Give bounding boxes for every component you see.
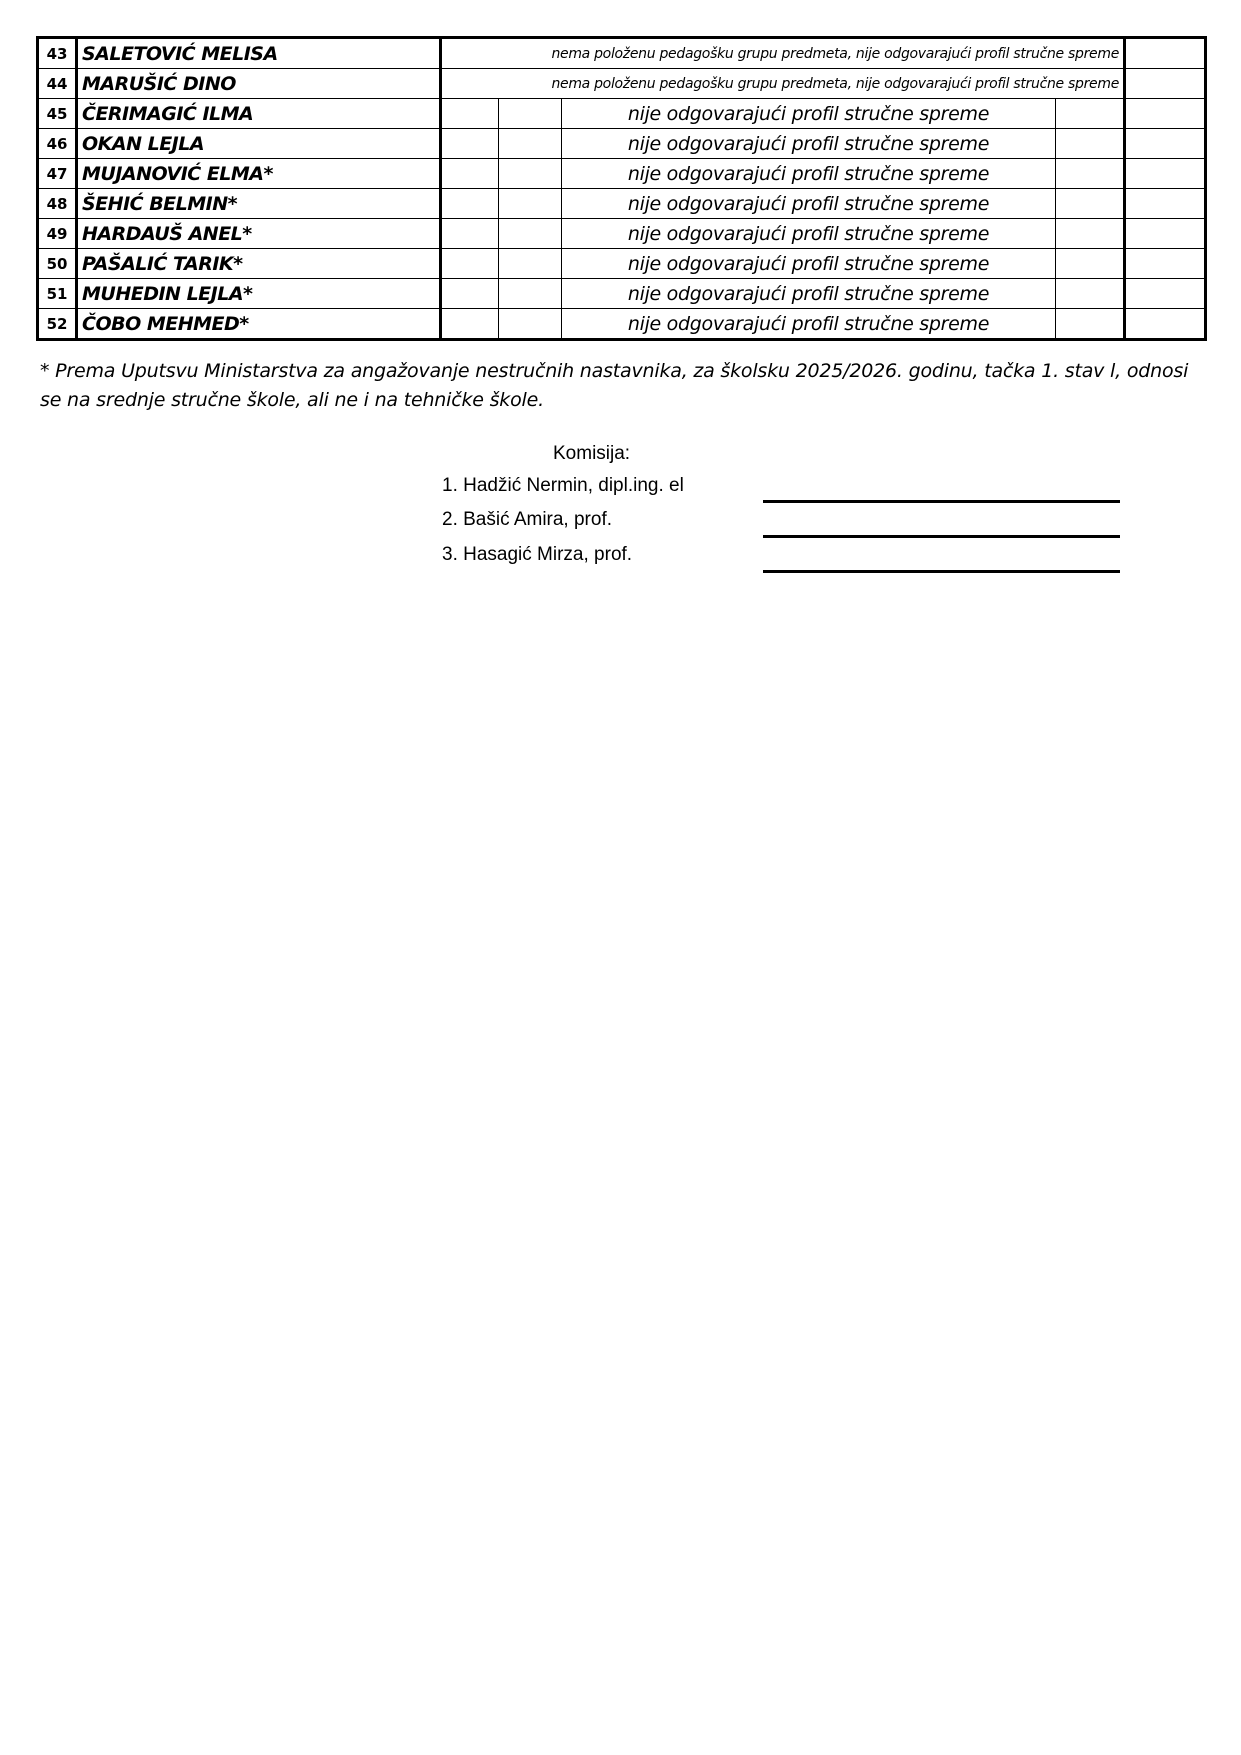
candidate-name: OKAN LEJLA	[77, 129, 441, 159]
row-number: 49	[38, 219, 77, 249]
commission-member: 1. Hadžić Nermin, dipl.ing. el	[442, 475, 684, 496]
row-number: 45	[38, 99, 77, 129]
row-number: 46	[38, 129, 77, 159]
rejection-reason: nije odgovarajući profil stručne spreme	[562, 159, 1056, 189]
row-number: 43	[38, 38, 77, 69]
row-number: 47	[38, 159, 77, 189]
commission-member: 2. Bašić Amira, prof.	[442, 509, 613, 530]
rejection-reason: nije odgovarajući profil stručne spreme	[562, 99, 1056, 129]
candidate-name: MUHEDIN LEJLA*	[77, 279, 441, 309]
commission-member: 3. Hasagić Mirza, prof.	[442, 544, 633, 565]
candidate-name: PAŠALIĆ TARIK*	[77, 249, 441, 279]
rejection-reason: nije odgovarajući profil stručne spreme	[562, 219, 1056, 249]
signature-line	[763, 535, 1120, 538]
rejection-reason: nema položenu pedagošku grupu predmeta, nije odgovarajući profil stručne spreme	[441, 38, 1125, 69]
row-number: 52	[38, 309, 77, 340]
signature-line	[763, 570, 1120, 573]
row-number: 50	[38, 249, 77, 279]
row-number: 44	[38, 69, 77, 99]
commission-title: Komisija:	[553, 443, 631, 464]
candidate-name: SALETOVIĆ MELISA	[77, 38, 441, 69]
row-number: 51	[38, 279, 77, 309]
rejection-reason: nije odgovarajući profil stručne spreme	[562, 189, 1056, 219]
candidate-name: MUJANOVIĆ ELMA*	[77, 159, 441, 189]
rejection-reason: nije odgovarajući profil stručne spreme	[562, 129, 1056, 159]
candidate-name: ČOBO MEHMED*	[77, 309, 441, 340]
rejection-reason: nema položenu pedagošku grupu predmeta, nije odgovarajući profil stručne spreme	[441, 69, 1125, 99]
footnote: * Prema Uputsvu Ministarstva za angažovanje nestručnih nastavnika, za školsku 2025/2026. godinu, tačka 1. stav l, odnosi se na srednje stručne škole, ali ne i na tehničke škole.	[40, 360, 1189, 411]
rejection-reason: nije odgovarajući profil stručne spreme	[562, 249, 1056, 279]
candidate-name: MARUŠIĆ DINO	[77, 69, 441, 99]
row-number: 48	[38, 189, 77, 219]
signature-line	[763, 500, 1120, 503]
rejection-reason: nije odgovarajući profil stručne spreme	[562, 309, 1056, 340]
candidate-name: ČERIMAGIĆ ILMA	[77, 99, 441, 129]
commission-block	[0, 0, 1241, 600]
candidate-name: ŠEHIĆ BELMIN*	[77, 189, 441, 219]
candidate-name: HARDAUŠ ANEL*	[77, 219, 441, 249]
rejection-reason: nije odgovarajući profil stručne spreme	[562, 279, 1056, 309]
